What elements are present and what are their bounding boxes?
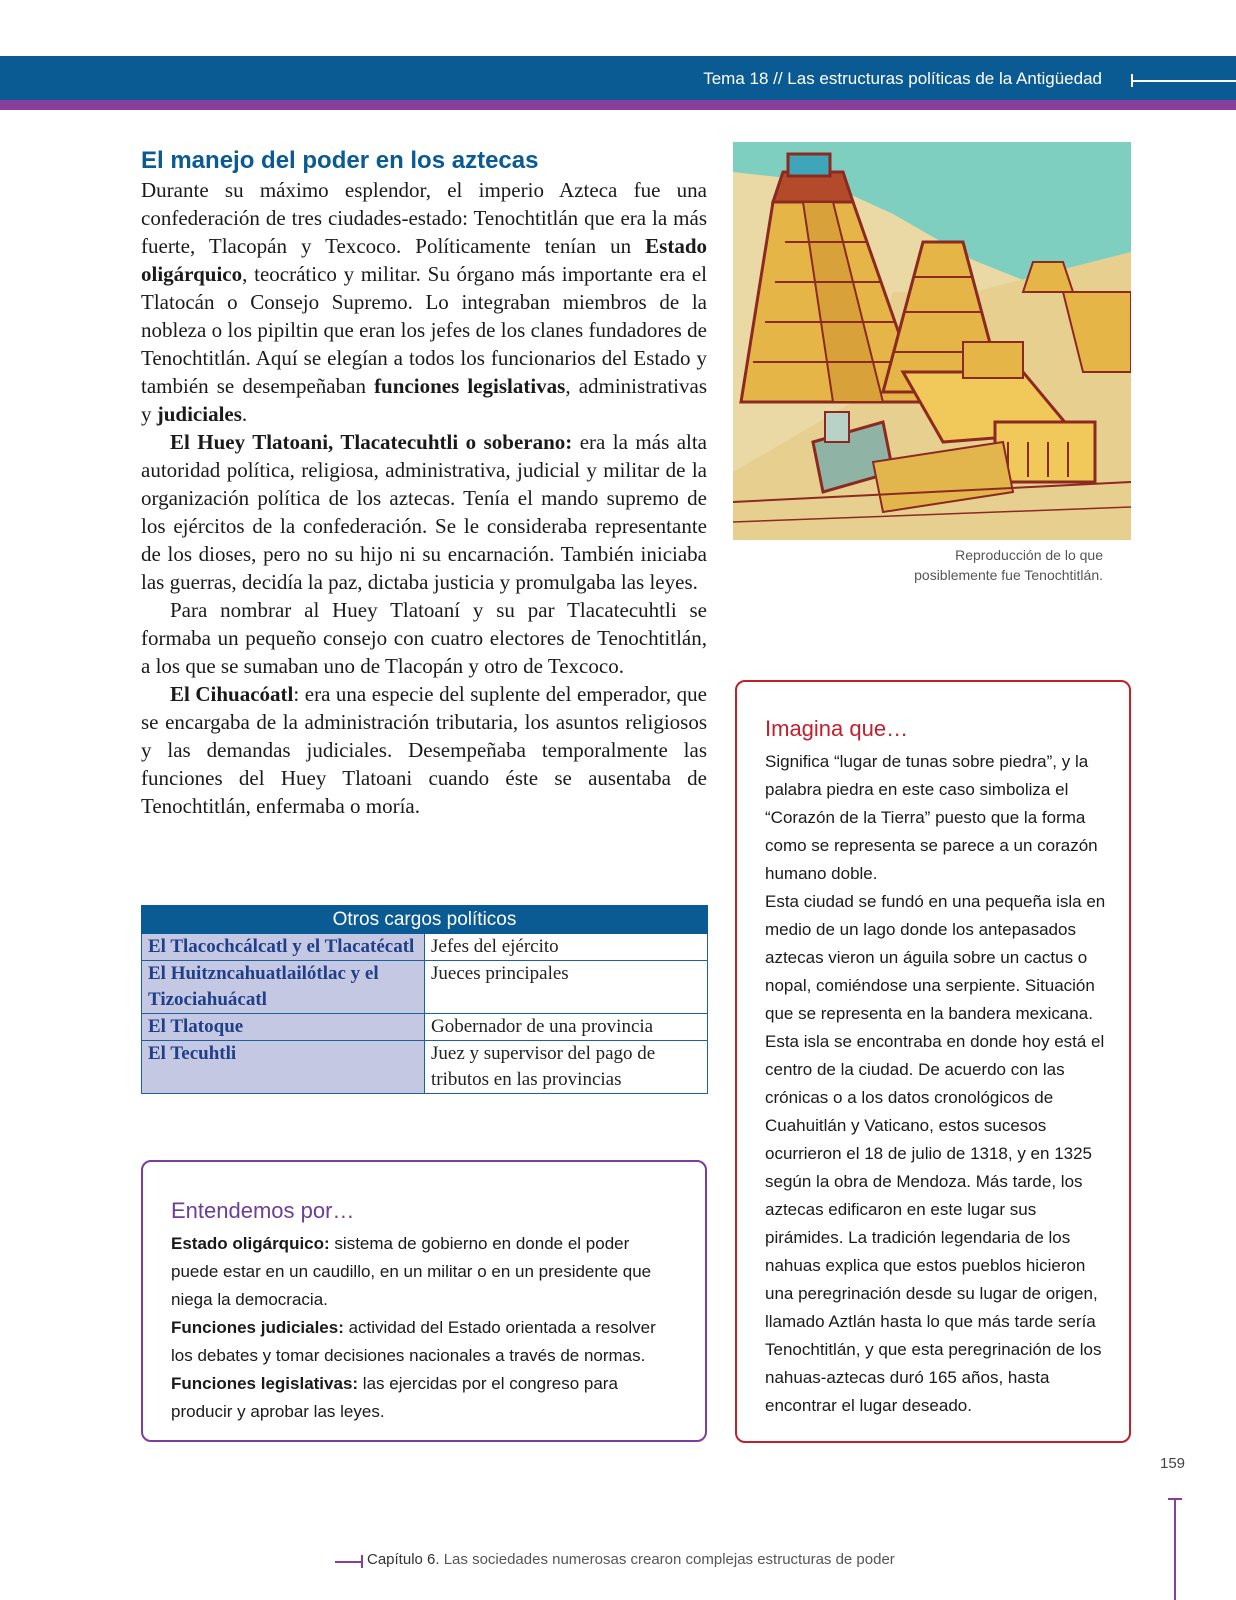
table-cell-cargo: El Tlacochcálcatl y el Tlacatécatl — [142, 934, 425, 961]
footer-line — [335, 1561, 362, 1563]
table-row — [142, 1041, 708, 1094]
definition-item: Funciones judiciales: actividad del Estado orientada a resolver los debates y tomar decisiones nacionales a través de normas. — [171, 1318, 656, 1365]
table-row — [142, 934, 708, 961]
definition-item: Funciones legislativas: las ejercidas por el congreso para producir y aprobar las leyes. — [171, 1374, 618, 1421]
margin-line — [1174, 1498, 1176, 1600]
paragraph-1: Durante su máximo esplendor, el imperio Azteca fue una confederación de tres ciudades-estado: Tenochtitlán que era la más fuerte, Tlacopán y Texcoco. Políticamente tenían un Estado oligárquico, teocrático y militar. Su órgano más importante era el Tlatocán o Consejo Supremo. Lo integraban miembros de la nobleza o los pipiltin que eran los jefes de los clanes fundadores de Tenochtitlán. Aquí se elegían a todos los funcionarios del Estado y también se desempeñaban funciones legislativas, administrativas y judiciales. — [141, 178, 708, 426]
table-title: Otros cargos políticos — [142, 906, 708, 934]
cargos-table — [141, 905, 708, 1094]
entendemos-box — [141, 1160, 707, 1442]
paragraph-3: Para nombrar al Huey Tlatoaní y su par Tlacatecuhtli se formaba un pequeño consejo con cuatro electores de Tenochtitlán, a los que se sumaban uno de Tlacopán y otro de Texcoco. — [141, 598, 707, 678]
paragraph-2: El Huey Tlatoani, Tlacatecuhtli o soberano: era la más alta autoridad política, religiosa, administrativa, judicial y militar de la organización política de los aztecas. Tenía el mando supremo de los ejércitos de la confederación. Se le consideraba representante de los dioses, pero no su hijo ni su encarnación. También iniciaba las guerras, decidía la paz, dictaba justicia y promulgaba las leyes. — [141, 430, 707, 594]
table-cell-funcion: Juez y supervisor del pago de tributos en las provincias — [425, 1041, 708, 1094]
header-line — [1133, 80, 1236, 82]
header-stripe — [0, 100, 1236, 110]
header-title: Tema 18 // Las estructuras políticas de la Antigüedad — [703, 69, 1102, 88]
table-cell-cargo: El Tecuhtli — [142, 1041, 425, 1094]
page-number: 159 — [1160, 1455, 1186, 1472]
imagina-paragraph-1: Significa “lugar de tunas sobre piedra”, y la palabra piedra en este caso simboliza el “Corazón de la Tierra” puesto que la forma como se representa se parece a un corazón humano doble. — [765, 752, 1098, 883]
table-row — [142, 961, 708, 1014]
main-article — [141, 146, 707, 820]
imagina-title: Imagina que… — [765, 716, 909, 741]
imagina-paragraph-2: Esta ciudad se fundó en una pequeña isla en medio de un lago donde los antepasados aztecas vieron un águila sobre un cactus o nopal, comiéndose una serpiente. Situación que se representa en la bandera mexicana. Esta isla se encontraba en donde hoy está el centro de la ciudad. De acuerdo con las crónicas o a los datos cronológicos de Cuahuitlán y Vaticano, estos sucesos ocurrieron el 18 de julio de 1318, y en 1325 según la obra de Mendoza. Más tarde, los aztecas edificaron en este lugar sus pirámides. La tradición legendaria de los nahuas explica que estos pueblos hicieron una peregrinación desde su lugar de origen, llamado Aztlán hasta lo que más tarde sería Tenochtitlán, y que esta peregrinación de los nahuas-aztecas duró 165 años, hasta encontrar el lugar deseado. — [765, 892, 1106, 1415]
table-cell-cargo: El Huitzncahuatlailótlac y el Tizociahuácatl — [142, 961, 425, 1014]
illustration-caption — [733, 545, 1103, 585]
table-cell-funcion: Jefes del ejército — [425, 934, 708, 961]
paragraph-4: El Cihuacóatl: era una especie del suplente del emperador, que se encargaba de la administración tributaria, los asuntos religiosos y las demandas judiciales. Desempeñaba temporalmente las funciones del Huey Tlatoani cuando éste se ausentaba de Tenochtitlán, enfermaba o moría. — [141, 682, 707, 818]
caption-line-2: posiblemente fue Tenochtitlán. — [914, 567, 1103, 583]
definition-item: Estado oligárquico: sistema de gobierno en donde el poder puede estar en un caudillo, en un militar o en un presidente que niega la democracia. — [171, 1234, 652, 1309]
imagina-box — [735, 680, 1131, 1443]
table-header-row — [142, 906, 708, 934]
entendemos-title: Entendemos por… — [171, 1198, 355, 1223]
article-heading: El manejo del poder en los aztecas — [141, 147, 539, 174]
tenochtitlan-illustration — [733, 142, 1131, 540]
table-row — [142, 1014, 708, 1041]
footer-tick — [361, 1555, 363, 1568]
table-cell-cargo: El Tlatoque — [142, 1014, 425, 1041]
footer-chapter: Capítulo 6. Las sociedades numerosas crearon complejas estructuras de poder — [367, 1551, 895, 1568]
table-cell-funcion: Jueces principales — [425, 961, 708, 1014]
table-cell-funcion: Gobernador de una provincia — [425, 1014, 708, 1041]
caption-line-1: Reproducción de lo que — [955, 547, 1103, 563]
